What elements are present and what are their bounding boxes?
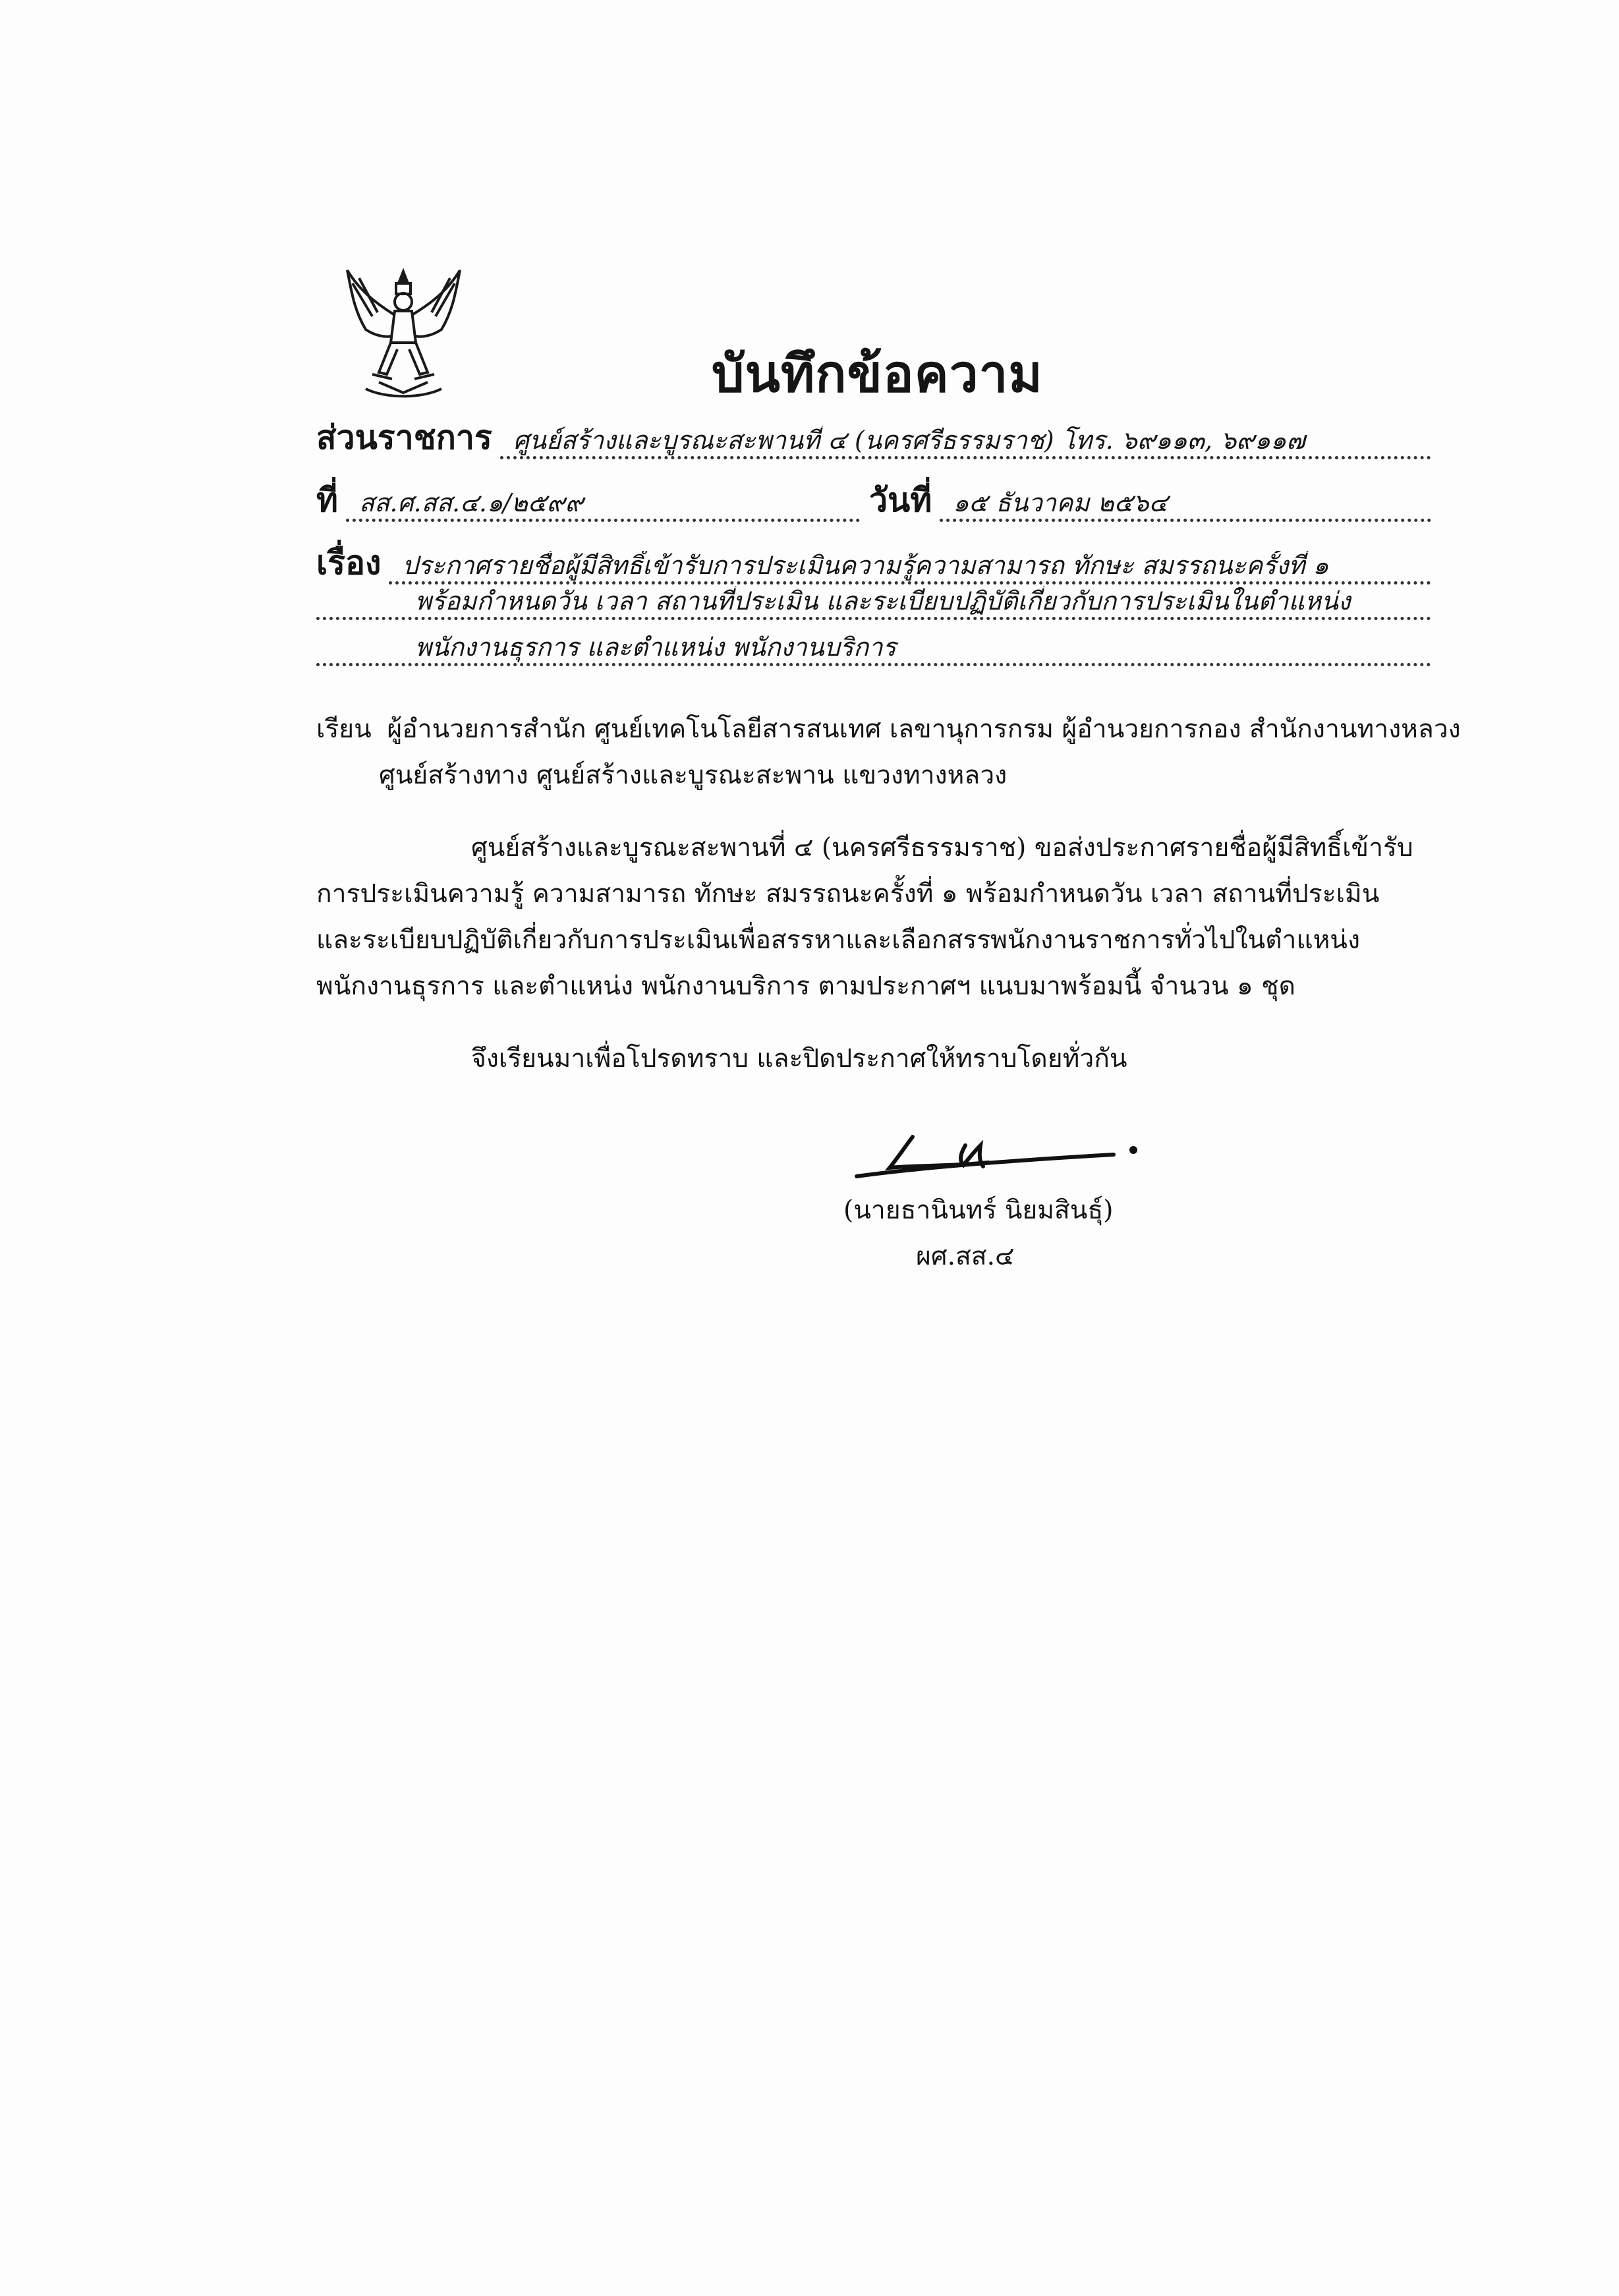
reference-label: ที่: [316, 480, 338, 519]
body-line: พนักงานธุรการ และตำแหน่ง พนักงานบริการ ตามประกาศฯ แนบมาพร้อมนี้ จำนวน ๑ ชุด: [316, 971, 1295, 1001]
salutation-recipients-continued: ศูนย์สร้างทาง ศูนย์สร้างและบูรณะสะพาน แขวงทางหลวง: [379, 761, 1008, 790]
date-value: ๑๕ ธันวาคม ๒๕๖๔: [940, 488, 1431, 522]
subject-line: ประกาศรายชื่อผู้มีสิทธิ์เข้ารับการประเมินความรู้ความสามารถ ทักษะ สมรรถนะครั้งที่ ๑: [389, 551, 1431, 585]
salutation-label: เรียน: [316, 714, 372, 744]
body-line: และระเบียบปฏิบัติเกี่ยวกับการประเมินเพื่อสรรหาและเลือกสรรพนักงานราชการทั่วไปในตำแหน่ง: [316, 925, 1360, 955]
signer-name: (นายธานินทร์ นิยมสินธุ์): [843, 1195, 1114, 1225]
body-line: การประเมินความรู้ ความสามารถ ทักษะ สมรรถนะครั้งที่ ๑ พร้อมกำหนดวัน เวลา สถานที่ประเมิน: [316, 879, 1380, 909]
subject-label: เรื่อง: [316, 543, 382, 582]
closing-line: จึงเรียนมาเพื่อโปรดทราบ และปิดประกาศให้ทราบโดยทั่วกัน: [471, 1044, 1127, 1074]
handwritten-signature-icon: [850, 1114, 1140, 1186]
subject-line: พร้อมกำหนดวัน เวลา สถานที่ประเมิน และระเบียบปฏิบัติเกี่ยวกับการประเมินในตำแหน่ง: [316, 587, 1431, 620]
subject-row: [316, 537, 1431, 589]
garuda-emblem-icon: [339, 264, 468, 402]
agency-value: ศูนย์สร้างและบูรณะสะพานที่ ๔ (นครศรีธรรมราช) โทร. ๖๙๑๑๓, ๖๙๑๑๗: [500, 426, 1431, 459]
agency-row: [316, 412, 1431, 464]
date-label: วันที่: [868, 480, 932, 519]
reference-value: สส.ศ.สส.๔.๑/๒๕๙๙: [346, 488, 860, 522]
subject-line: พนักงานธุรการ และตำแหน่ง พนักงานบริการ: [316, 633, 1431, 666]
signer-position: ผศ.สส.๔: [916, 1242, 1015, 1271]
reference-date-row: [316, 474, 1431, 527]
body-line: ศูนย์สร้างและบูรณะสะพานที่ ๔ (นครศรีธรรมราช) ขอส่งประกาศรายชื่อผู้มีสิทธิ์เข้ารับ: [471, 833, 1413, 863]
memo-title: บันทึกข้อความ: [712, 344, 1043, 404]
salutation: [316, 708, 1461, 749]
salutation-recipients: ผู้อำนวยการสำนัก ศูนย์เทคโนโลยีสารสนเทศ เลขานุการกรม ผู้อำนวยการกอง สำนักงานทางหลวง: [387, 714, 1461, 744]
agency-label: ส่วนราชการ: [316, 418, 492, 457]
